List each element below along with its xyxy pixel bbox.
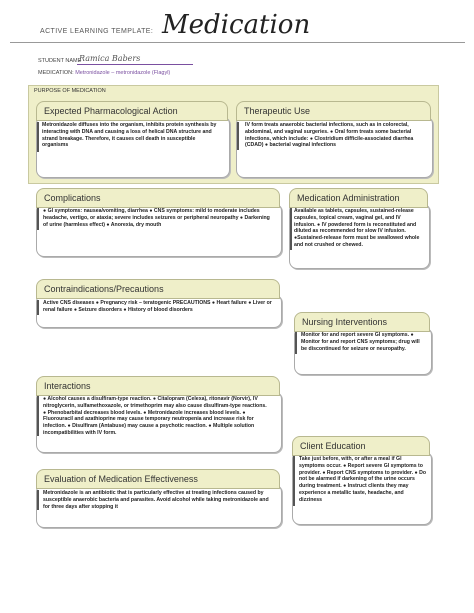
administration-bar [290,208,292,250]
interactions-bar [37,396,39,436]
complications-text: ● GI symptoms: nausea/vomiting, diarrhea ● CNS symptoms: mild to moderate includes headache, vertigo, or ataxia; severe includes seizures or peripheral neuropathy ● Darkening of urine (harmless effect) ● Anorexia, dry mouth [43,208,270,228]
interactions-text: ● Alcohol causes a disulfiram-type reaction. ● Citalopram (Celexa), ritonavir (Norvir), IV nitroglycerin, sulfamethoxazole, or trimethoprim may also cause disulfiram-type reactions. ● Phenobarbital decreases blood levels. ● Metronidazole increases blood levels. ● Fluorouracil and azathioprine may cause temporary neutropenia and increase risk for infection. ● Disulfiram (Antabuse) may cause a psychotic reaction. ● Multiple solution incompatibilities with IV form. [43,396,267,436]
contraindications-bar [37,300,39,315]
page-title: Medication [162,10,311,40]
nursing-bar [295,332,297,354]
complications-bar [37,208,39,230]
expected-action-bar [37,122,39,152]
student-name-underline [77,64,193,65]
medication-value: Metronidazole – metronidazole (Flagyl) [75,70,171,76]
student-name-value: Ramica Babers [79,54,141,63]
header-divider [10,42,465,43]
expected-action-title: Expected Pharmacological Action [36,101,228,121]
therapeutic-use-title: Therapeutic Use [236,101,431,121]
evaluation-title: Evaluation of Medication Effectiveness [36,469,280,489]
purpose-label: PURPOSE OF MEDICATION [34,88,106,94]
complications-title: Complications [36,188,280,208]
education-text: Take just before, with, or after a meal if GI symptoms occur. ● Report severe GI symptoms to provider. ● Report CNS symptoms to provider. ● Do not be alarmed if darkening of the urine occurs during treatment. ● Instruct clients they may experience a metallic taste, headache, and dizziness [299,456,427,503]
education-bar [293,456,295,506]
medication-line [38,70,170,76]
student-name-label: STUDENT NAME [38,58,82,64]
expected-action-text: Metronidazole diffuses into the organism, inhibits protein synthesis by interacting with DNA and causing a loss of helical DNA structure and strand breakage. Therefore, it causes cell death in susceptible organisms [42,122,217,149]
nursing-text: Monitor for and report severe GI symptoms. ● Monitor for and report CNS symptoms; drug will be discontinued for seizure or neuropathy. [301,332,420,352]
therapeutic-use-bar [237,122,239,150]
administration-title: Medication Administration [289,188,428,208]
evaluation-bar [37,490,39,510]
medication-label: MEDICATION: [38,70,74,76]
administration-text: Available as tablets, capsules, sustained-release capsules, topical cream, vaginal gel, and IV infusion. ● IV powdered form is reconstituted and diluted as recommended for slow IV infusion. ●Sustained-release form must be swallowed whole and not crushed or chewed. [294,208,420,248]
evaluation-text: Metronidazole is an antibiotic that is particularly effective at treating infections caused by susceptible anaerobic bacteria and parasites. Avoid alcohol while taking metronidazole and for three days after stopping it [43,490,269,510]
education-title: Client Education [292,436,430,456]
template-label: ACTIVE LEARNING TEMPLATE: [40,28,154,35]
contraindications-text: Active CNS diseases ● Pregnancy risk – teratogenic PRECAUTIONS ● Heart failure ● Liver or renal failure ● Seizure disorders ● History of blood disorders [43,300,272,313]
nursing-title: Nursing Interventions [294,312,430,332]
contraindications-title: Contraindications/Precautions [36,279,280,299]
interactions-title: Interactions [36,376,280,396]
therapeutic-use-text: IV form treats anaerobic bacterial infections, such as in colorectal, abdominal, and vaginal surgeries. ● Oral form treats some bacterial infections, which include: ● Clostridium difficile-associated diarrhea (CDAD) ● bacterial vaginal infections [245,122,414,149]
